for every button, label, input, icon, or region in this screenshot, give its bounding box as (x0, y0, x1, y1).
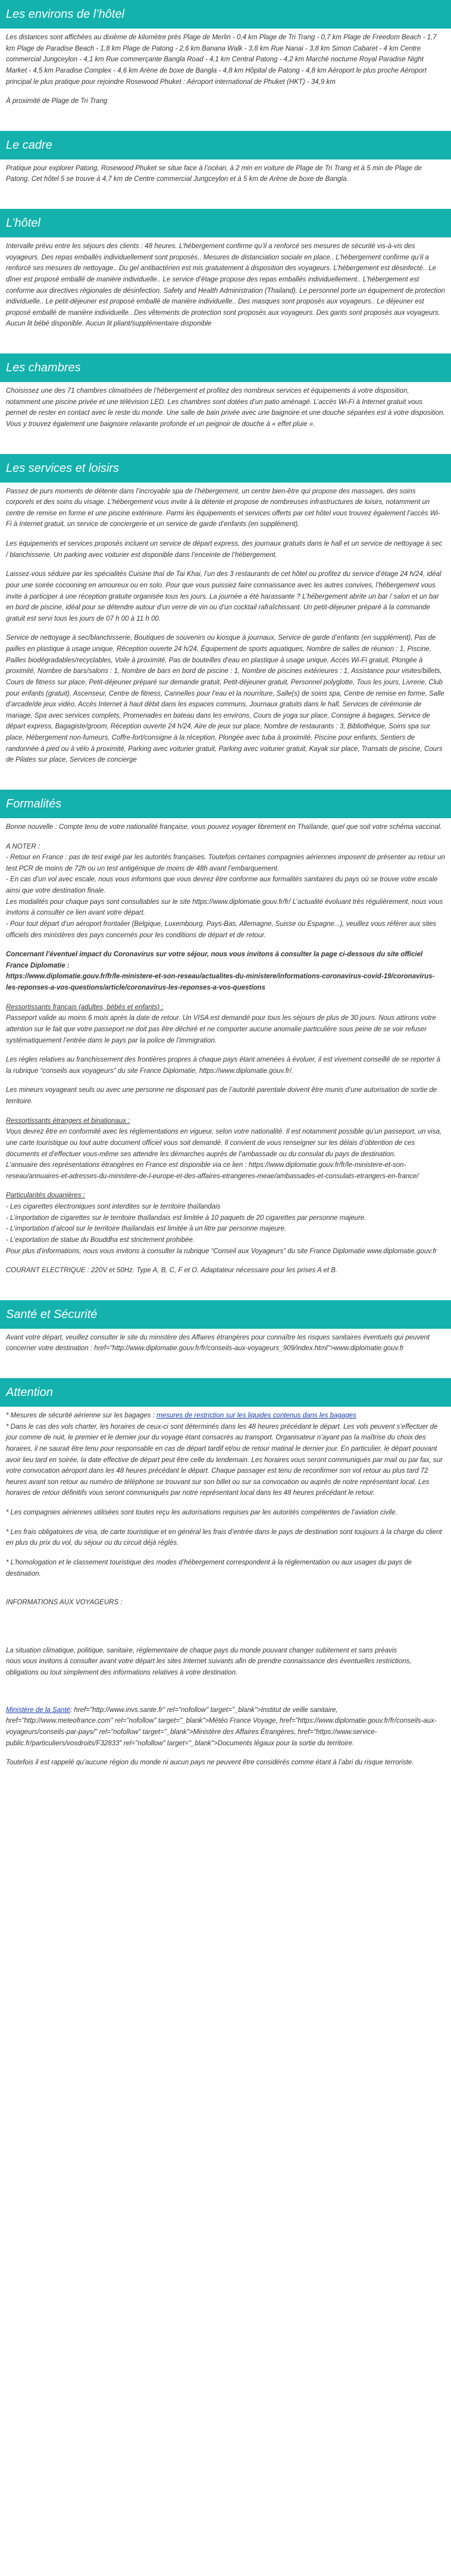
section-title: Les chambres (0, 353, 451, 382)
section-hotel (0, 209, 451, 330)
nota-title: A NOTER : (6, 843, 40, 850)
paragraph: Choisissez une des 71 chambres climatisées de l’hébergement et profitez des nombreux services et équipements à votre disposition, notamment une piscine privée et une télévision LED. Les chambres sont dotées d’un patio aménagé. L’accès Wi-Fi à Internet gratuit vous permet de rester en contact avec le reste du monde. Une salle de bain privée avec une baignoire et une douche séparées est à votre disposition. Vous y trouvez également une baignoire relaxante profonde et un peignoir de douche à « effet pluie ». (6, 387, 445, 428)
paragraph: Service de nettoyage à sec/blanchisserie, Boutiques de souvenirs ou kiosque à journaux, Service de garde d’enfants (en supplément), Pas de pailles en plastique à usage unique, Réception ouverte 24 h/24, Équipement de sports aquatiques, Nombre de salles de réunion : 1, Piscine, Pailles biodégradables/recyclables, Voile à proximité, Pas de bouteilles d’eau en plastique à usage unique, Accès Wi-Fi gratuit, Plongée à proximité, Nombre de bars/salons : 1, Nombre de bars en bord de piscine : 1, Nombre de piscines extérieures : 1, Assistance pour visites/billets, Cours de fitness sur place, Petit-déjeuner préparé sur demande gratuit, Petit-déjeuner gratuit, Personnel polyglotte, Tous les jours, Livrerie, Club pour enfants (gratuit), Ascenseur, Centre de fitness, Cannelles pour l’eau et la nourriture, Salle(s) de soins spa, Centre de remise en forme, Salle d’arcade/de jeux vidéo, Accès Internet à haut débit dans les espaces communs, Journaux gratuits dans le hall, Services de cérémonie de mariage, Spa avec services complets, Promenades en bateau dans les environs, Cours de yoga sur place, Consigne à bagages, Service de départ express, Bagagiste/groom, Réception ouverte 24 h/24, Aire de jeux sur place, Nombre de restaurants : 3, Bibliothèque, Soins spa sur place, Hébergement non-fumeurs, Coffre-fort/consigne à la réception, Plongée avec tuba à proximité, Piscine pour enfants, Sentiers de randonnée à pied ou à vélo à proximité, Parking avec voiturier gratuit, Parking avec voiturier gratuit, Kayak sur place, Transats de piscine, Cours de Pilates sur place, Services de concierge (6, 634, 444, 764)
subsection-title: Ressortissants étrangers et binationaux : (6, 1117, 130, 1125)
section-title: Les services et loisirs (0, 454, 451, 483)
section-sante (0, 1300, 451, 1354)
section-services (0, 454, 451, 766)
paragraph: - Retour en France : pas de test exigé par les autorités françaises. Toutefois certaines compagnies aériennes imposent de présenter au retour un test PCR de moins de 72h ou un test antigénique de moins de 48h avant l’embarquement. (6, 854, 445, 872)
paragraph: Les mineurs voyageant seuls ou avec une personne ne disposant pas de l’autorité parentale doivent être munis d’une autorisation de sortie de territoire. (6, 1087, 437, 1105)
paragraph: Intervalle prévu entre les séjours des clients : 48 heures. L’hébergement confirme qu’il a renforcé ses mesures de sécurité vis-à-vis des voyageurs. Des repas emballés individuellement sont proposés.. Mesures de distanciation sociale en place.. L’hébergement confirme qu’il a renforcé ses mesures de nettoyage.. Du gel antibactérien est mis gratuitement à disposition des voyageurs. L’hébergement est désinfecté.. Le dîner est proposé emballé de manière individuelle.. Le service d’étage propose des repas emballés individuellement.. L’hébergement est conforme aux directives régionales de désinfection. Safety and Health Administration (Thailand). Le personnel porte un équipement de protection individuelle.. Le petit-déjeuner est proposé emballé de manière individuelle.. Des masques sont proposés aux voyageurs.. Le déjeuner est proposé emballé de manière individuelle.. Des vêtements de protection sont proposés aux voyageurs. Des gants sont proposés aux voyageurs. Aucun lit bébé disponible. Aucun lit pliant/supplémentaire disponible (6, 243, 445, 328)
subsection-title: Particularités douanières : (6, 1192, 85, 1200)
paragraph: Les règles relatives au franchissement des frontières propres à chaque pays étant amenées à évoluer, il est vivement conseillé de se reporter à la rubrique “conseils aux voyageurs” du site France Diplomatie, https://www.diplomatie.gouv.fr/. (6, 1056, 441, 1075)
paragraph: Passez de purs moments de détente dans l’incroyable spa de l’hébergement, un centre bien-être qui propose des massages, des soins corporels et des soins du visage. L’hébergement vous invite à la détente et propose de nombreuses infrastructures de loisirs, notamment un centre de remise en forme et une piscine extérieure. Parmi les équipements et services offerts par cet hôtel vous trouvez également l’accès Wi-Fi à Internet gratuit, un service de conciergerie et un service de garde d’enfants (en supplément). (6, 487, 440, 528)
paragraph (6, 1705, 445, 1749)
paragraph: - En cas d’un vol avec escale, nous vous informons que vous devrez être conforme aux formalités sanitaires du pays où se trouve votre escale ainsi que votre destination finale. (6, 876, 438, 894)
section-formalites (0, 790, 451, 1276)
section-chambres (0, 353, 451, 430)
liquids-restriction-link[interactable]: mesures de restriction sur les liquides contenus dans les bagages (156, 1412, 356, 1419)
section-title: Santé et Sécurité (0, 1300, 451, 1329)
covid-link[interactable]: https://www.diplomatie.gouv.fr/fr/le-ministere-et-son-reseau/actualites-du-ministere/informations-coronavirus-covid-19/coronavirus-les-reponses-a-vos-questions/article/coronavirus-les-reponses-a-vos-questions (6, 973, 435, 991)
paragraph-text: : href="http://www.invs.sante.fr" rel="nofollow" target="_blank">Institut de veille sanitaire, href="http://www.meteofrance.com" rel="nofollow" target="_blank">Météo France Voyage, href="https://www.diplomatie.gouv.fr/fr/conseils-aux-voyageurs/conseils-par-pays/" rel="nofollow" target="_blank">Ministère des Affaires Étrangères, href="https://www.service-public.fr/particuliers/vosdroits/F32833" rel="nofollow" target="_blank">Documents légaux pour la sortie du territoire. (6, 1706, 437, 1747)
paragraph: Toutefois il est rappelé qu’aucune région du monde ni aucun pays ne peuvent être considérés comme étant à l’abri du risque terroriste. (6, 1759, 414, 1767)
section-title: Les environs de l’hôtel (0, 0, 451, 29)
paragraph: * L’homologation et le classement touristique des modes d’hébergement correspondent à la réglementation ou aux usages du pays de destination. (6, 1558, 412, 1577)
paragraph: INFORMATIONS AUX VOYAGEURS : (6, 1599, 123, 1607)
section-cadre (0, 131, 451, 185)
paragraph: Avant votre départ, veuillez consulter le site du ministère des Affaires étrangères pour connaître les risques sanitaires éventuels qui peuvent concerner votre destination : href="http://www.diplomatie.gouv.fr/fr/conseils-aux-voyageurs_909/index.html">www.diplomatie.gouv.fr (6, 1334, 430, 1353)
paragraph: À proximité de Plage de Tri Trang (6, 98, 108, 105)
paragraph: Bonne nouvelle : Compte tenu de votre nationalité française, vous pouvez voyager librement en Thaïlande, quel que soit votre schéma vaccinal. (6, 823, 442, 831)
section-title: L’hôtel (0, 209, 451, 237)
section-title: Attention (0, 1378, 451, 1407)
paragraph: Les distances sont affichées au dixième de kilomètre près Plage de Merlin - 0,4 km Plage de Tri Trang - 0,7 km Plage de Freedom Beach - 1,7 km Plage de Paradise Beach - 1,8 km Plage de Patong - 2,6 km Banana Walk - 3,8 km Rue Nanai - 3,8 km Simon Cabaret - 4 km Centre commercial Jungceylon - 4,1 km Rue commerçante Bangla Road - 4,1 km Central Patong - 4,2 km Marché nocturne Royal Paradise Night Market - 4,5 km Paradise Complex - 4,6 km Arène de boxe de Bangla - 4,8 km Hôpital de Patong - 4,8 km Aéroport le plus proche Aéroport principal le plus pratique pour rejoindre Rosewood Phuket : Aéroport international de Phuket (HKT) - 34,9 km (6, 34, 437, 86)
health-ministry-link[interactable]: Ministère de la Santé (6, 1706, 71, 1714)
paragraph: Les modalités pour chaque pays sont consultables sur le site https://www.diplomatie.gouv.fr/fr/ L’actualité évoluant très régulièrement, nous vous invitons à consulter ce lien avant votre départ. (6, 898, 443, 917)
paragraph: * Dans le cas des vols charter, les horaires de ceux-ci sont déterminés dans les 48 heures précédant le départ. Les vols peuvent s’effectuer de jour comme de nuit, le premier et le dernier jour du voyage étant consacrés au transport. Organisateur n’ayant pas la maîtrise du choix des horaires, il ne saurait être tenu pour responsable en cas de départ tardif et/ou de retour matinal le dernier jour. En particulier, le départ pouvant avoir lieu tard en soirée, la date effective de départ peut être celle du lendemain. Les horaires vous seront communiqués par mail ou par fax, sur votre convocation aéroport dans les 48 heures précédant le départ. Chaque passager est tenu de reconfirmer son vol retour au plus tard 72 heures avant son retour au numéro de téléphone se trouvant sur son billet ou sur sa convocation ou auprès de notre représentant local. Les horaires de retour définitifs vous seront communiqués par notre représentant local dans les 48 heures précédant le retour. (6, 1423, 443, 1497)
paragraph: L’annuaire des représentations étrangères en France est disponible via ce lien : https://www.diplomatie.gouv.fr/fr/le-ministere-et-son-reseau/annuaires-et-adresses-du-ministere-de-l-europe-et-des-affaires-etrangeres-meae/ambassades-et-consulats-etrangers-en-france/ (6, 1162, 419, 1180)
paragraph: * Les frais obligatoires de visa, de carte touristique et en général les frais d’entrée dans le pays de destination sont toujours à la charge du client en plus du prix du vol, du séjour ou du circuit déjà réglés. (6, 1528, 442, 1547)
paragraph: Pratique pour explorer Patong, Rosewood Phuket se situe face à l’océan, à 2 min en voiture de Plage de Tri Trang et à 5 min de Plage de Patong. Cet hôtel 5 se trouve à 4,7 km de Centre commercial Jungceylon et à 5 km de Arène de boxe de Bangla. (6, 164, 422, 183)
section-attention (0, 1378, 451, 1769)
paragraph: Vous devrez être en conformité avec les réglementations en vigueur, selon votre nationalité. Il est notamment possible qu’un passeport, un visa, une carte touristique ou tout autre document officiel vous soit demandé. Il convient de vous renseigner sur les délais d’obtention de ces documents et d’effectuer vous-même ses attendre les démarches auprès de l’ambassade ou du consulat du pays de destination. (6, 1128, 442, 1158)
paragraph (6, 1410, 445, 1422)
paragraph: Laissez-vous séduire par les spécialités Cuisine thaï de Tai Khai, l’un des 3 restaurants de cet hôtel ou profitez du service d’étage 24 h/24, idéal pour une soirée cocooning en amoureux ou en solo. Pour que vous puissiez faire connaissance avec les autres convives, l’hébergement vous invite à participer à une réception gratuite organisée tous les jours. La journée a été harassante ? L’hébergement abrite un bar / salon et un bar en bord de piscine, idéal pour se détendre autour d’un verre de vin ou d’un cocktail rafraîchissant. Un petit-déjeuner préparé à la commande gratuit est servi tous les jours de 07 h 00 à 11 h 00. (6, 571, 441, 622)
paragraph: Passeport valide au moins 6 mois après la date de retour. Un VISA est demandé pour tous les séjours de plus de 30 jours. Nous attirons votre attention sur le fait que votre passeport ne doit pas être déchiré et ne comporter aucune anomalie particulière sous peine de se voir refuser systématiquement l’entrée dans le pays par la police de l’immigration. (6, 1015, 436, 1044)
section-title: Le cadre (0, 131, 451, 159)
subsection-title: Ressortissants français (adultes, bébés et enfants) : (6, 1003, 164, 1011)
paragraph: COURANT ELECTRIQUE : 220V et 50Hz. Type A, B, C, F et O. Adaptateur nécessaire pour les prises A et B. (6, 1267, 338, 1275)
paragraph: - Pour tout départ d’un aéroport frontalier (Belgique, Luxembourg, Pays-Bas, Allemagne, Suisse ou Espagne...), veuillez vous référer aux sites officiels des ministères des pays concernés pour les conditions de départ et de retour. (6, 920, 437, 939)
section-environs (0, 0, 451, 107)
paragraph: Les équipements et services proposés incluent un service de départ express, des journaux gratuits dans le hall et un service de nettoyage à sec / blanchisserie. Un parking avec voiturier est disponible dans l’enceinte de l’hébergement. (6, 540, 443, 559)
paragraph-text: * Mesures de sécurité aérienne sur les bagages : (6, 1412, 157, 1419)
paragraph: La situation climatique, politique, sanitaire, réglementaire de chaque pays du monde pouvant changer subitement et sans préavis nous vous invitons à consulter avant votre départ les sites Internet suivants afin de prendre connaissance des éventuelles restrictions, obligations ou tout simplement des informations relatives à votre destination. (6, 1647, 412, 1676)
paragraph: * Les compagnies aériennes utilisées sont toutes reçu les autorisations requises par les autorités compétentes de l’aviation civile. (6, 1509, 397, 1516)
paragraph: - Les cigarettes électroniques sont interdites sur le territoire thaïlandais - L’importation de cigarettes sur le territoire thaïlandais est limitée à 10 paquets de 20 cigarettes par personne majeure. - L’importation d’alcool sur le territoire thaïlandais est limitée à un litre par personne majeure. - L’exportation de statue du Bouddha est strictement prohibée. Pour plus d’informations, nous vous invitons à consulter la rubrique “Conseil aux Voyageurs” du site France Diplomatie www.diplomatie.gouv.fr (6, 1203, 437, 1255)
covid-notice: Concernant l’éventuel impact du Coronavirus sur votre séjour, nous vous invitons à consulter la page ci-dessous du site officiel France Diplomatie : (6, 951, 423, 969)
section-title: Formalités (0, 790, 451, 818)
